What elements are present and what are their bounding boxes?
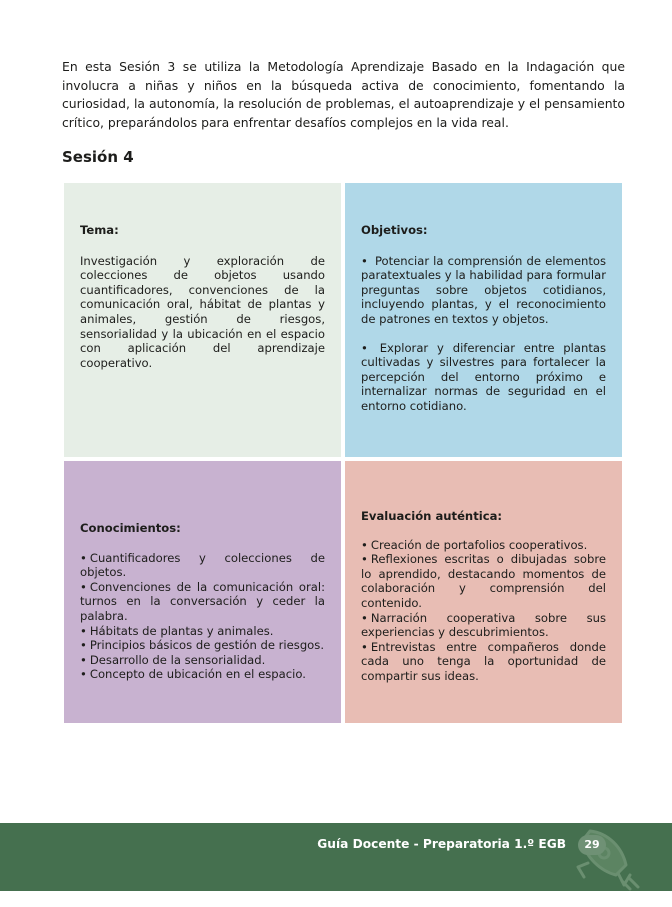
footer-title: Guía Docente - Preparatoria 1.º EGB	[317, 837, 566, 851]
bullet-icon: •	[361, 537, 368, 552]
bullet-icon: •	[361, 552, 368, 567]
bullet-icon: •	[361, 340, 368, 355]
bullet-icon: •	[80, 550, 87, 565]
objetivos-list	[361, 254, 606, 414]
tema-text: Investigación y exploración de colecciones de objetos usando cuantificadores, convenciones de la comunicación oral, hábitat de plantas y animales, gestión de riesgos, sensorialidad y la ubicación en el espacio con aplicación del aprendizaje cooperativo.	[80, 253, 325, 370]
list-item: • Cuantificadores y colecciones de objetos.	[80, 550, 325, 580]
list-item: • Desarrollo de la sensorialidad.	[80, 652, 266, 667]
rocket-icon	[560, 823, 650, 891]
page-footer	[0, 823, 672, 891]
list-item: • Narración cooperativa sobre sus experiencias y descubrimientos.	[361, 610, 606, 640]
session-title: Sesión 4	[62, 148, 134, 166]
intro-paragraph: En esta Sesión 3 se utiliza la Metodología Aprendizaje Basado en la Indagación que involucra a niñas y niños en la búsqueda activa de conocimiento, fomentando la curiosidad, la autonomía, la resolución de problemas, el autoaprendizaje y el pensamiento crítico, preparándolos para enfrentar desafíos complejos en la vida real.	[62, 59, 625, 130]
conocimientos-heading: Conocimientos:	[80, 521, 181, 535]
bullet-icon: •	[80, 667, 87, 682]
evaluacion-cell	[345, 461, 622, 723]
session-table	[64, 183, 622, 723]
list-item: • Explorar y diferenciar entre plantas cultivadas y silvestres para fortalecer la percepción del entorno próximo e internalizar normas de seguridad en el entorno cotidiano.	[361, 340, 607, 413]
objetivos-cell	[345, 183, 622, 457]
list-item: • Creación de portafolios cooperativos.	[361, 537, 588, 552]
bullet-icon: •	[361, 639, 368, 654]
list-item: • Hábitats de plantas y animales.	[80, 623, 274, 638]
bullet-icon: •	[80, 579, 87, 594]
bullet-icon: •	[80, 652, 87, 667]
list-item: • Concepto de ubicación en el espacio.	[80, 667, 306, 682]
list-item: • Convenciones de la comunicación oral: turnos en la conversación y ceder la palabra.	[80, 579, 325, 623]
list-item: • Principios básicos de gestión de riesgos.	[80, 638, 325, 653]
bullet-icon: •	[80, 623, 87, 638]
evaluacion-list	[361, 538, 606, 684]
bullet-icon: •	[80, 638, 87, 653]
tema-heading: Tema:	[80, 223, 119, 237]
tema-cell	[64, 183, 341, 457]
bullet-icon: •	[361, 253, 368, 268]
evaluacion-heading: Evaluación auténtica:	[361, 509, 503, 523]
objetivos-heading: Objetivos:	[361, 223, 428, 237]
conocimientos-cell	[64, 461, 341, 723]
list-item: • Reflexiones escritas o dibujadas sobre lo aprendido, destacando momentos de colaboración y comprensión del contenido.	[361, 552, 606, 610]
page-number: 29	[578, 835, 606, 855]
conocimientos-list	[80, 551, 325, 682]
list-item: • Entrevistas entre compañeros donde cada uno tenga la oportunidad de compartir sus ideas.	[361, 639, 606, 683]
list-item: • Potenciar la comprensión de elementos paratextuales y la habilidad para formular preguntas sobre objetos cotidianos, incluyendo plantas, y el reconocimiento de patrones en textos y objetos.	[361, 253, 607, 326]
bullet-icon: •	[361, 610, 368, 625]
